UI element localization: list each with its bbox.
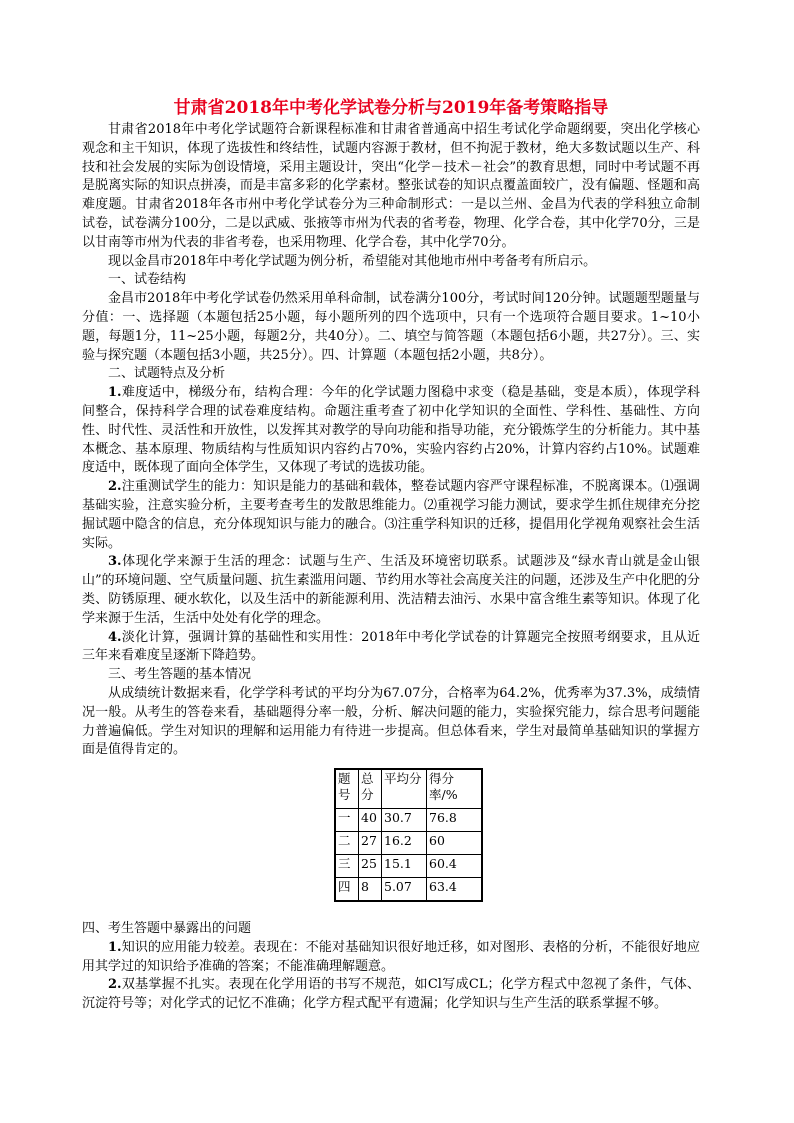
- table-cell: 40: [359, 809, 382, 832]
- intro-paragraph-1: 甘肃省2018年中考化学试题符合新课程标准和甘肃省普通高中招生考试化学命题纲要，突出化学核心观念和主干知识，体现了选拔性和终结性，试题内容源于教材，但不拘泥于教材，绝大多数试题以生产、科技和社会发展的实际为创设情境，采用主题设计，突出“化学－技术－社会”的教育思想，同时中考试题不再是脱离实际的知识点拼凑，而是丰富多彩的化学素材。整张试卷的知识点覆盖面较广，没有偏题、怪题和高难度题。甘肃省2018年各市州中考化学试卷分为三种命制形式：一是以兰州、金昌为代表的学科独立命制试卷，试卷满分100分，二是以武威、张掖等市州为代表的省考卷，物理、化学合卷，其中化学70分，三是以甘南等市州为代表的非省考卷，也采用物理、化学合卷，其中化学70分。: [82, 122, 700, 250]
- section2-item-1: [82, 384, 700, 478]
- table-header-cell: 题号: [335, 769, 359, 809]
- item-number: 4.: [108, 629, 122, 645]
- table-cell: 27: [359, 832, 382, 855]
- table-header-cell: 得分率/%: [427, 769, 483, 809]
- section3-paragraph: 从成绩统计数据来看，化学学科考试的平均分为67.07分，合格率为64.2%，优秀率为37.3%，成绩情况一般。从考生的答卷来看，基础题得分率一般，分析、解决问题的能力，实验探究能力，综合思考问题能力普遍偏低。学生对知识的理解和运用能力有待进一步提高。但总体看来，学生对最简单基础知识的掌握方面是值得肯定的。: [82, 685, 700, 758]
- section1-heading: 一、试卷结构: [108, 272, 187, 288]
- section2-heading: 二、试题特点及分析: [108, 366, 226, 382]
- item-text: 难度适中，梯级分布，结构合理：今年的化学试题力图稳中求变（稳是基础，变是本质），体现学科间整合，保持科学合理的试卷难度结构。命题注重考查了初中化学知识的全面性、学科性、基础性、方向性、时代性、灵活性和开放性，以发挥其对教学的导向功能和指导功能，充分锻炼学生的分析能力。其中基本概念、基本原理、物质结构与性质知识内容约占70%，实验内容约占20%，计算内容约占10%。试题难度适中，既体现了面向全体学生，又体现了考试的选拔功能。: [82, 385, 700, 476]
- item-number: 1.: [108, 385, 122, 401]
- table-cell: 25: [359, 855, 382, 878]
- section2-item-4: [82, 629, 700, 667]
- table-row: [335, 832, 482, 855]
- item-text: 知识的应用能力较差。表现在：不能对基础知识很好地迁移，如对图形、表格的分析，不能很好地应用其学过的知识给予准确的答案；不能准确理解题意。: [82, 939, 700, 974]
- table-cell: 8: [359, 878, 382, 902]
- table-cell: 30.7: [382, 809, 427, 832]
- document-title: 甘肃省2018年中考化学试卷分析与2019年备考策略指导: [173, 98, 609, 118]
- section4-item-2: [82, 976, 700, 1014]
- table-cell: 60: [427, 832, 483, 855]
- table-cell: 60.4: [427, 855, 483, 878]
- section2-item-3: [82, 553, 700, 628]
- item-text: 双基掌握不扎实。表现在化学用语的书写不规范，如Cl写成CL；化学方程式中忽视了条件，气体、沉淀符号等；对化学式的记忆不准确；化学方程式配平有遗漏；化学知识与生产生活的联系掌握不够。: [82, 977, 700, 1012]
- table-header-cell: 平均分: [382, 769, 427, 809]
- table-row: [335, 878, 482, 902]
- table-cell: 一: [335, 809, 359, 832]
- table-header-row: [335, 769, 482, 809]
- table-row: [335, 809, 482, 832]
- item-number: 2.: [108, 977, 122, 993]
- item-text: 淡化计算，强调计算的基础性和实用性：2018年中考化学试卷的计算题完全按照考纲要求，且从近三年来看难度呈逐渐下降趋势。: [82, 629, 700, 664]
- item-text: 体现化学来源于生活的理念：试题与生产、生活及环境密切联系。试题涉及“绿水青山就是金山银山”的环境问题、空气质量问题、抗生素滥用问题、节约用水等社会高度关注的问题，还涉及生产中化肥的分类、防锈原理、硬水软化，以及生活中的新能源利用、洗洁精去油污、水果中富含维生素等知识。体现了化学来源于生活，生活中处处有化学的理念。: [82, 554, 700, 626]
- table-header-cell: 总分: [359, 769, 382, 809]
- section4-heading: 四、考生答题中暴露出的问题: [82, 921, 252, 937]
- item-number: 2.: [108, 479, 122, 495]
- item-number: 3.: [108, 554, 122, 570]
- item-text: 注重测试学生的能力：知识是能力的基础和载体，整卷试题内容严守课程标准，不脱离课本。⑴强调基础实验，注意实验分析，主要考查考生的发散思维能力。⑵重视学习能力测试，要求学生抓住规律充分挖掘试题中隐含的信息，充分体现知识与能力的融合。⑶注重学科知识的迁移，提倡用化学视角观察社会生活实际。: [82, 479, 700, 551]
- section2-item-2: [82, 478, 700, 553]
- table-cell: 63.4: [427, 878, 483, 902]
- intro-paragraph-2: 现以金昌市2018年中考化学试题为例分析，希望能对其他地市州中考备考有所启示。: [108, 253, 597, 269]
- table-cell: 76.8: [427, 809, 483, 832]
- table-cell: 15.1: [382, 855, 427, 878]
- table-cell: 16.2: [382, 832, 427, 855]
- table-cell: 5.07: [382, 878, 427, 902]
- table-row: [335, 855, 482, 878]
- section4-item-1: [82, 939, 700, 977]
- section3-heading: 三、考生答题的基本情况: [108, 667, 252, 683]
- score-table: [334, 768, 483, 902]
- item-number: 1.: [108, 939, 122, 955]
- table-cell: 二: [335, 832, 359, 855]
- document-page: [82, 96, 700, 1014]
- table-cell: 三: [335, 855, 359, 878]
- table-cell: 四: [335, 878, 359, 902]
- section1-paragraph: 金昌市2018年中考化学试卷仍然采用单科命制，试卷满分100分，考试时间120分钟。试题题型题量与分值：一、选择题（本题包括25小题，每小题所列的四个选项中，只有一个选项符合题目要求。1~10小题，每题1分，11~25小题，每题2分，共40分）。二、填空与简答题（本题包括6小题，共27分）。三、实验与探究题（本题包括3小题，共25分）。四、计算题（本题包括2小题，共8分）。: [82, 291, 700, 363]
